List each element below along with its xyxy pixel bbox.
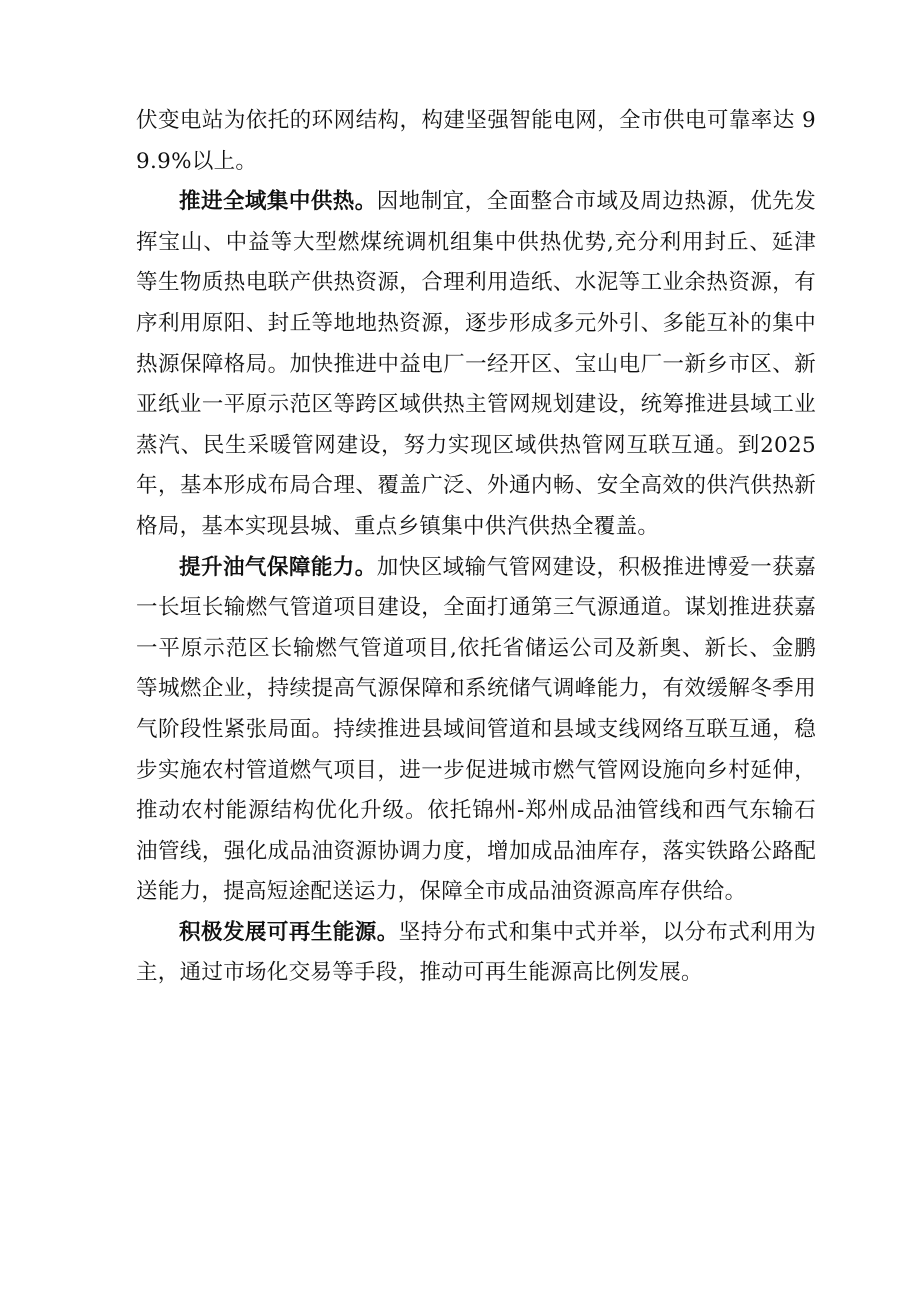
document-page [136,101,816,994]
paragraph-body: 伏变电站为依托的环网结构，构建坚强智能电网，全市供电可靠率达 99.9%以上。 [136,108,816,174]
paragraph-heading: 推进全域集中供热。 [179,189,377,215]
paragraph-body: 因地制宜，全面整合市域及周边热源，优先发挥宝山、中益等大型燃煤统调机组集中供热优势,充分利用封丘、延津等生物质热电联产供热资源，合理利用造纸、水泥等工业余热资源，有序利用原阳、封丘等地地热资源，逐步形成多元外引、多能互补的集中热源保障格局。加快推进中益电厂一经开区、宝山电厂一新乡市区、新亚纸业一平原示范区等跨区域供热主管网规划建设，统筹推进县域工业蒸汽、民生采暖管网建设，努力实现区域供热管网互联互通。到2025 年，基本形成布局合理、覆盖广泛、外通内畅、安全高效的供汽供热新格局，基本实现县城、重点乡镇集中供汽供热全覆盖。 [136,189,816,539]
paragraph-heading: 积极发展可再生能源。 [179,919,399,945]
paragraph-central-heating [136,182,816,547]
paragraph-oil-gas [136,548,816,913]
paragraph-body: 坚持分布式和集中式并举，以分布式利用为主，通过市场化交易等手段，推动可再生能源高比例发展。 [136,919,816,986]
paragraph-heading: 提升油气保障能力。 [179,554,377,580]
paragraph-continuation [136,101,816,182]
paragraph-renewable [136,913,816,994]
paragraph-body: 加快区域输气管网建设，积极推进博爱一获嘉一长垣长输燃气管道项目建设，全面打通第三气源通道。谋划推进获嘉一平原示范区长输燃气管道项目,依托省储运公司及新奥、新长、金鹏等城燃企业，持续提高气源保障和系统储气调峰能力，有效缓解冬季用气阶段性紧张局面。持续推进县域间管道和县域支线网络互联互通，稳步实施农村管道燃气项目，进一步促进城市燃气管网设施向乡村延伸，推动农村能源结构优化升级。依托锦州-郑州成品油管线和西气东输石油管线，强化成品油资源协调力度，增加成品油库存，落实铁路公路配送能力，提高短途配送运力，保障全市成品油资源高库存供给。 [136,554,816,905]
